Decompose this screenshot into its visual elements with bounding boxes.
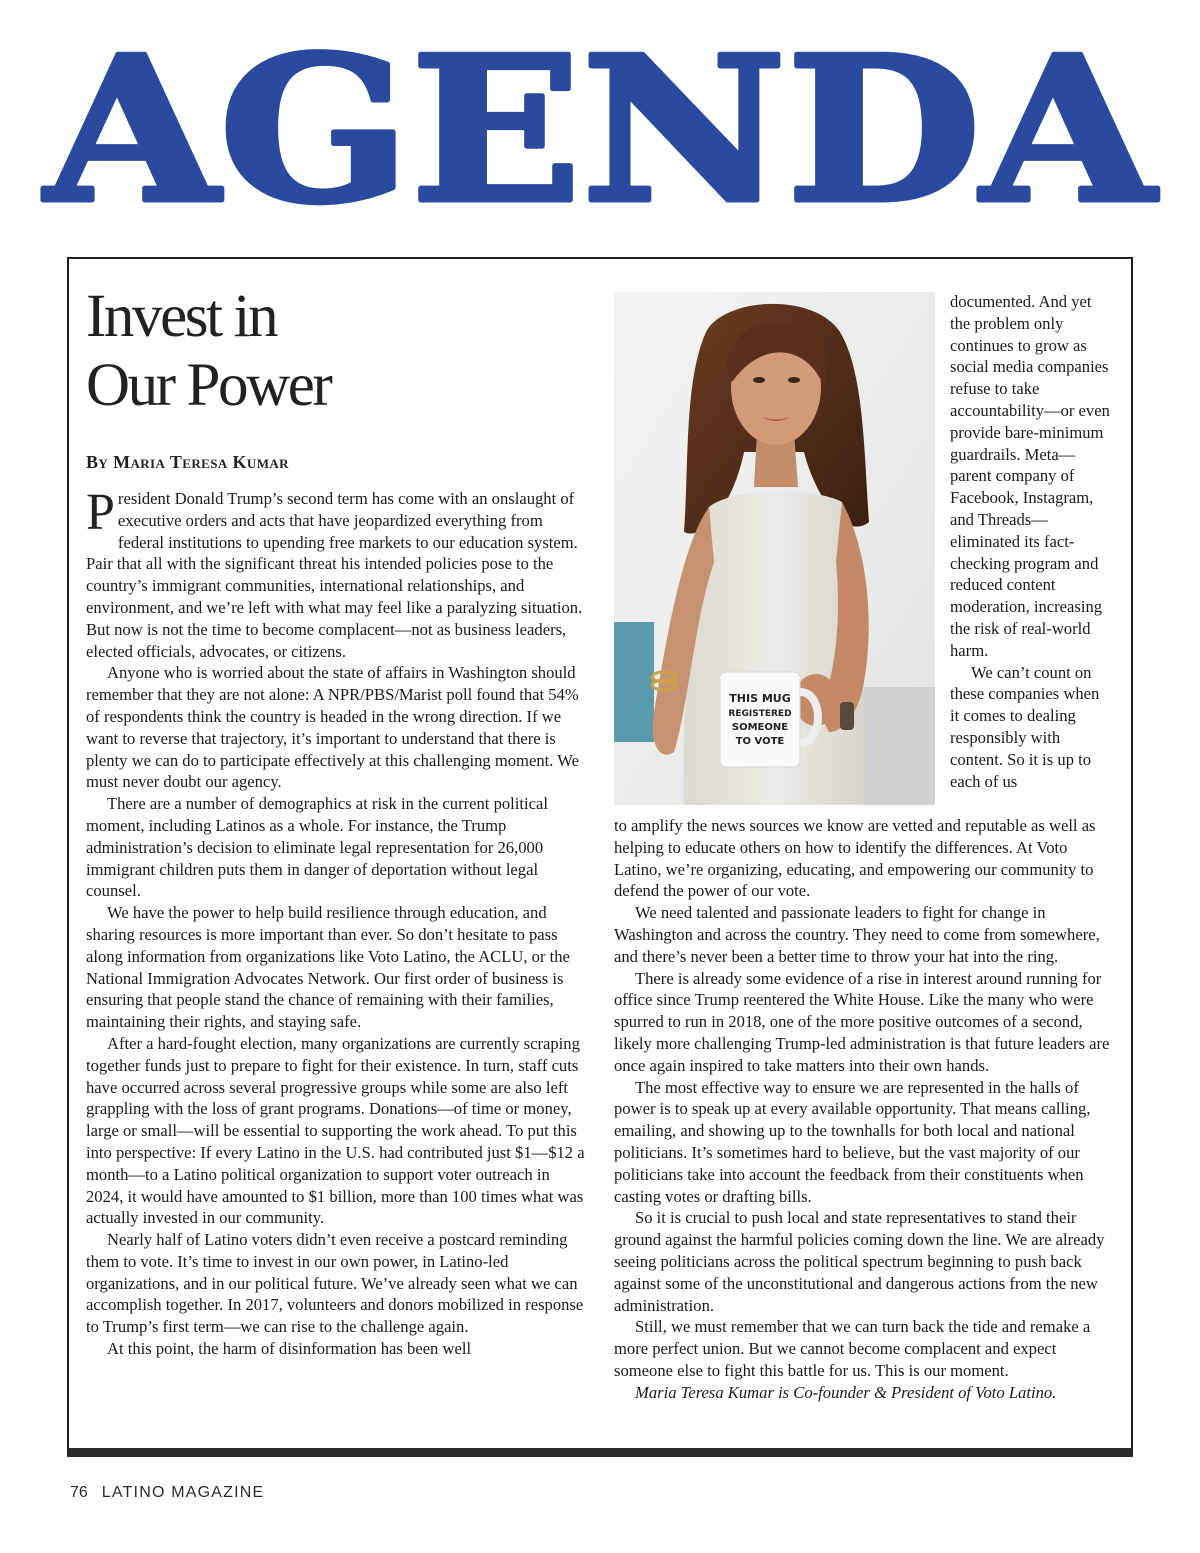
author-photo bbox=[614, 292, 935, 805]
left-column bbox=[86, 484, 587, 1360]
masthead bbox=[0, 42, 1200, 222]
mug-text-4: TO VOTE bbox=[735, 736, 785, 747]
side-paragraph-2: We can’t count on these companies when it comes to dealing responsibly with content. So it is up to each of us bbox=[950, 662, 1100, 791]
mug-text-3: SOMEONE bbox=[731, 722, 789, 733]
paragraph-5: After a hard-fought election, many organizations are currently scraping together funds just to prepare to fight for their existence. In turn, staff cuts have occurred across several progressive groups while some are also left grappling with the loss of grant programs. Donations—of time or money, large or small—will be essential to supporting the work ahead. To put this into perspective: If every Latino in the U.S. had contributed just $1—$12 a month—to a Latino political organization to support voter outreach in 2024, it would have amounted to $1 billion, more than 100 times what was actually invested in our community. bbox=[86, 1033, 585, 1228]
right-side-column bbox=[950, 291, 1110, 792]
right-paragraph-4: There is already some evidence of a rise in interest around running for office since Trump reentered the White House. Like the many who were spurred to run in 2018, one of the more positive outcomes of a second, likely more challenging Trump-led administration is that future leaders are once again inspired to take matters into their own hands. bbox=[614, 968, 1110, 1075]
right-paragraph-5: The most effective way to ensure we are represented in the halls of power is to speak up at every available opportunity. That means calling, emailing, and showing up to the townhalls for both local and national politicians. It’s sometimes hard to believe, but the vast majority of our politicians take into account the feedback from their constituents when casting votes or drafting bills. bbox=[614, 1077, 1091, 1206]
paragraph-3: There are a number of demographics at risk in the current political moment, including Latinos as a whole. For instance, the Trump administration’s decision to eliminate legal representation for 26,000 immigrant children puts them in danger of deportation without legal counsel. bbox=[86, 794, 548, 901]
mug-text-1: THIS MUG bbox=[729, 692, 791, 705]
paragraph-7: At this point, the harm of disinformation has been well bbox=[107, 1339, 472, 1359]
magazine-name: LATINO MAGAZINE bbox=[101, 1484, 265, 1501]
paragraph-1 bbox=[86, 484, 587, 662]
masthead-graphic bbox=[0, 42, 1200, 222]
title-line-2: Our Power bbox=[86, 352, 331, 419]
title-line-1: Invest in bbox=[86, 283, 277, 350]
page-footer bbox=[70, 1484, 264, 1502]
author-photo-illustration bbox=[614, 292, 935, 805]
mug-text-2: REGISTERED bbox=[728, 709, 792, 719]
paragraph-6: Nearly half of Latino voters didn’t even receive a postcard reminding them to vote. It’s time to invest in our own power, in Latino-led organizations, and in our political future. We’ve already seen what we can accomplish together. In 2017, volunteers and donors mobilized in response to Trump’s first term—we can rise to the challenge again. bbox=[86, 1230, 584, 1337]
masthead-title: AGENDA bbox=[42, 42, 1159, 222]
paragraph-4: We have the power to help build resilience through education, and sharing resources is more important than ever. So don’t hesitate to pass along information from organizations like Voto Latino, the ACLU, or the National Immigration Advocates Network. Our first order of business is ensuring that people stand the chance of remaining with their families, maintaining their rights, and staying safe. bbox=[86, 903, 570, 1032]
right-column bbox=[614, 815, 1114, 1404]
page-number: 76 bbox=[70, 1484, 88, 1501]
right-paragraph-6: So it is crucial to push local and state representatives to stand their ground against the harmful policies coming down the line. We are already seeing politicians across the political spectrum beginning to push back against some of the unconstitutional and dangerous actions from the new administration. bbox=[614, 1208, 1105, 1315]
article-title bbox=[86, 282, 330, 420]
right-paragraph-3: We need talented and passionate leaders to fight for change in Washington and across the country. They need to come from somewhere, and there’s never been a better time to throw your hat into the ring. bbox=[614, 903, 1100, 966]
paragraph-1-text: resident Donald Trump’s second term has come with an onslaught of executive orders and acts that have jeopardized everything from federal institutions to upending free markets to our education system. Pair that all with the significant threat his intended policies pose to the country’s immigrant communities, international relationships, and environment, and we’re left with what may feel like a paralyzing situation. But now is not the time to become complacent—not as business leaders, elected officials, advocates, or citizens. bbox=[86, 489, 583, 661]
byline: By Maria Teresa Kumar bbox=[86, 452, 289, 472]
right-paragraph-7: Still, we must remember that we can turn back the tide and remake a more perfect union. But we cannot become complacent and expect someone else to fight this battle for us. This is our moment. bbox=[614, 1317, 1091, 1380]
author-signature: Maria Teresa Kumar is Co-founder & President of Voto Latino. bbox=[635, 1382, 1057, 1402]
side-continuation: documented. And yet the problem only continues to grow as social media companies refuse to take accountability—or even provide bare-minimum guardrails. Meta—parent company of Facebook, Instagram, and Threads—eliminated its fact-checking program and reduced content moderation, increasing the risk of real-world harm. bbox=[950, 292, 1110, 660]
drop-cap: P bbox=[86, 484, 115, 541]
right-paragraph-continuation: to amplify the news sources we know are vetted and reputable as well as helping to educate others on how to identify the differences. At Voto Latino, we’re organizing, educating, and empowering our community to defend the power of our vote. bbox=[614, 816, 1096, 901]
paragraph-2: Anyone who is worried about the state of affairs in Washington should remember that they are not alone: A NPR/PBS/Marist poll found that 54% of respondents think the country is headed in the wrong direction. If we want to reverse that trajectory, it’s important to understand that there is plenty we can do to participate effectively at this challenging moment. We must never doubt our agency. bbox=[86, 663, 579, 792]
